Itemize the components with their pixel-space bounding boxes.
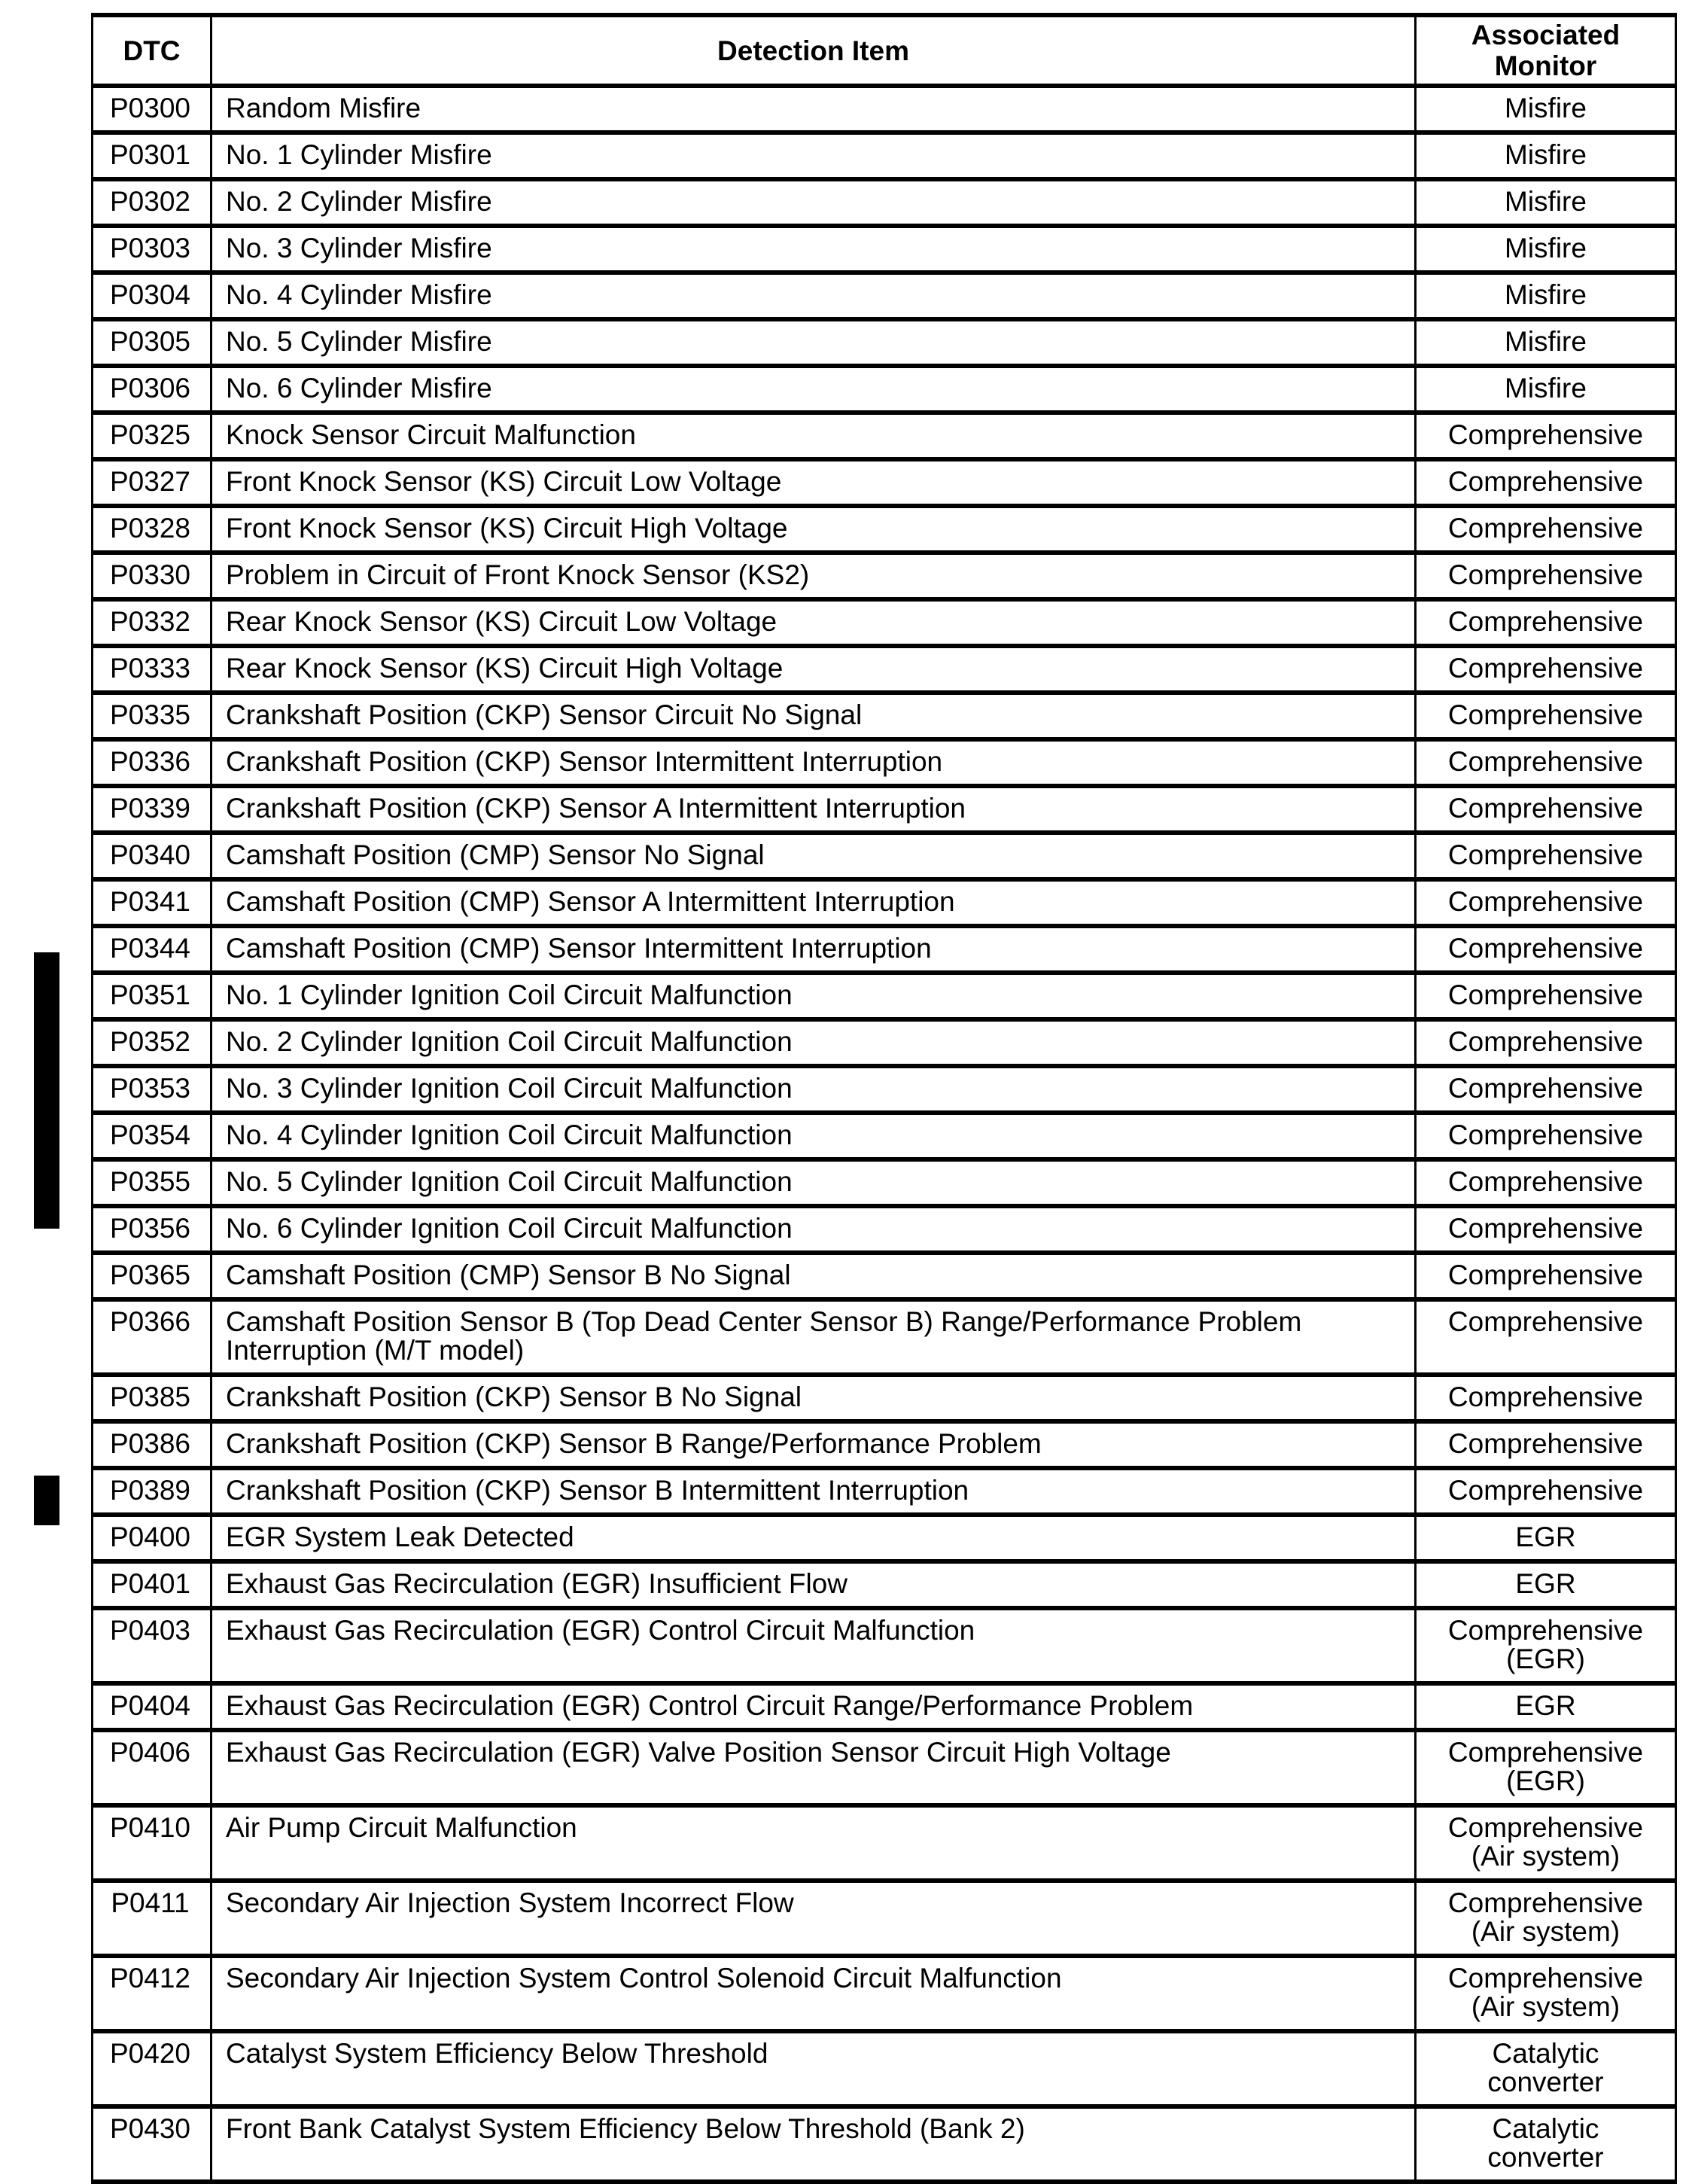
- associated-monitor: [1416, 786, 1676, 833]
- monitor-line: (Air system): [1471, 1991, 1620, 2022]
- table-row: [93, 2031, 1676, 2106]
- table-row: [93, 1113, 1676, 1159]
- monitor-line: Comprehensive: [1447, 886, 1644, 917]
- monitor-line: Comprehensive: [1447, 933, 1644, 964]
- table-body: [93, 86, 1676, 2182]
- associated-monitor: [1416, 273, 1676, 319]
- dtc-code: P0401: [93, 1561, 212, 1608]
- table-row: [93, 1299, 1676, 1375]
- associated-monitor: [1416, 1956, 1676, 2031]
- monitor-line: Comprehensive: [1447, 979, 1644, 1010]
- associated-monitor: [1416, 1683, 1676, 1730]
- detection-item: No. 1 Cylinder Misfire: [212, 133, 1416, 179]
- monitor-line: Comprehensive: [1447, 1615, 1644, 1646]
- table-row: [93, 693, 1676, 739]
- table-row: [93, 1206, 1676, 1253]
- dtc-code: P0351: [93, 973, 212, 1019]
- associated-monitor: [1416, 179, 1676, 226]
- table-row: [93, 1019, 1676, 1066]
- dtc-code: P0302: [93, 179, 212, 226]
- associated-monitor: [1416, 1730, 1676, 1805]
- monitor-line: Misfire: [1505, 186, 1587, 217]
- detection-item: EGR System Leak Detected: [212, 1515, 1416, 1561]
- table-row: [93, 1253, 1676, 1299]
- table-row: [93, 553, 1676, 599]
- dtc-code: P0300: [93, 86, 212, 133]
- dtc-code: P0406: [93, 1730, 212, 1805]
- dtc-code: P0336: [93, 739, 212, 786]
- associated-monitor: [1416, 1515, 1676, 1561]
- dtc-code: P0365: [93, 1253, 212, 1299]
- monitor-line: Comprehensive: [1447, 1737, 1644, 1768]
- table-row: [93, 1468, 1676, 1515]
- detection-item: Catalyst System Efficiency Below Threshold: [212, 2031, 1416, 2106]
- detection-item: Exhaust Gas Recirculation (EGR) Insufficient Flow: [212, 1561, 1416, 1608]
- monitor-line: EGR: [1515, 1690, 1576, 1721]
- table-row: [93, 459, 1676, 506]
- dtc-code: P0404: [93, 1683, 212, 1730]
- associated-monitor: [1416, 86, 1676, 133]
- associated-monitor: [1416, 1019, 1676, 1066]
- table-row: [93, 879, 1676, 926]
- dtc-code: P0339: [93, 786, 212, 833]
- detection-item: Front Knock Sensor (KS) Circuit Low Voltage: [212, 459, 1416, 506]
- dtc-code: P0304: [93, 273, 212, 319]
- detection-item: No. 2 Cylinder Misfire: [212, 179, 1416, 226]
- table-row: [93, 973, 1676, 1019]
- monitor-line: Comprehensive: [1447, 746, 1644, 777]
- associated-monitor: [1416, 1159, 1676, 1206]
- dtc-code: P0386: [93, 1421, 212, 1468]
- table-row: [93, 1066, 1676, 1113]
- detection-item: No. 3 Cylinder Ignition Coil Circuit Malfunction: [212, 1066, 1416, 1113]
- detection-item: Secondary Air Injection System Control Solenoid Circuit Malfunction: [212, 1956, 1416, 2031]
- monitor-line: Comprehensive: [1447, 513, 1644, 544]
- detection-item: No. 1 Cylinder Ignition Coil Circuit Malfunction: [212, 973, 1416, 1019]
- monitor-line: Comprehensive: [1447, 1306, 1644, 1337]
- dtc-code: P0353: [93, 1066, 212, 1113]
- table-row: [93, 319, 1676, 366]
- monitor-line: Comprehensive: [1447, 1812, 1644, 1843]
- monitor-line: Comprehensive: [1447, 793, 1644, 824]
- table-row: [93, 506, 1676, 553]
- detection-item: Exhaust Gas Recirculation (EGR) Control Circuit Range/Performance Problem: [212, 1683, 1416, 1730]
- associated-monitor: [1416, 926, 1676, 973]
- monitor-line: Comprehensive: [1447, 1026, 1644, 1057]
- monitor-line: Comprehensive: [1447, 1166, 1644, 1197]
- detection-item: Knock Sensor Circuit Malfunction: [212, 413, 1416, 459]
- dtc-code: P0385: [93, 1375, 212, 1421]
- dtc-code: P0301: [93, 133, 212, 179]
- associated-monitor: [1416, 1805, 1676, 1881]
- table-row: [93, 833, 1676, 879]
- dtc-code: P0325: [93, 413, 212, 459]
- table-row: [93, 1608, 1676, 1683]
- table-row: [93, 786, 1676, 833]
- detection-item: Crankshaft Position (CKP) Sensor A Intermittent Interruption: [212, 786, 1416, 833]
- monitor-line: Comprehensive: [1447, 559, 1644, 590]
- associated-monitor: [1416, 833, 1676, 879]
- associated-monitor: [1416, 2031, 1676, 2106]
- monitor-line: Comprehensive: [1447, 606, 1644, 637]
- table-row: [93, 133, 1676, 179]
- associated-monitor: [1416, 2106, 1676, 2182]
- monitor-line: EGR: [1515, 1521, 1576, 1552]
- monitor-line: Misfire: [1505, 326, 1587, 357]
- detection-item: Problem in Circuit of Front Knock Sensor (KS2): [212, 553, 1416, 599]
- associated-monitor: [1416, 319, 1676, 366]
- dtc-code: P0328: [93, 506, 212, 553]
- header-dtc: DTC: [93, 15, 212, 86]
- associated-monitor: [1416, 366, 1676, 413]
- table-row: [93, 1805, 1676, 1881]
- associated-monitor: [1416, 1561, 1676, 1608]
- associated-monitor: [1416, 133, 1676, 179]
- monitor-line: Comprehensive: [1447, 419, 1644, 450]
- monitor-line: Catalytic: [1492, 2113, 1599, 2144]
- monitor-line: Comprehensive: [1447, 1073, 1644, 1104]
- monitor-line: (EGR): [1506, 1765, 1585, 1796]
- monitor-line: (Air system): [1471, 1916, 1620, 1947]
- dtc-code: P0355: [93, 1159, 212, 1206]
- detection-item: Crankshaft Position (CKP) Sensor B Range/Performance Problem: [212, 1421, 1416, 1468]
- detection-item: Camshaft Position (CMP) Sensor A Intermittent Interruption: [212, 879, 1416, 926]
- dtc-code: P0335: [93, 693, 212, 739]
- monitor-line: converter: [1487, 2067, 1604, 2097]
- detection-item: No. 4 Cylinder Misfire: [212, 273, 1416, 319]
- detection-item: No. 3 Cylinder Misfire: [212, 226, 1416, 273]
- detection-item: No. 6 Cylinder Ignition Coil Circuit Malfunction: [212, 1206, 1416, 1253]
- associated-monitor: [1416, 1421, 1676, 1468]
- dtc-code: P0306: [93, 366, 212, 413]
- dtc-code: P0330: [93, 553, 212, 599]
- header-detection-item: Detection Item: [212, 15, 1416, 86]
- table-row: [93, 1421, 1676, 1468]
- monitor-line: Comprehensive: [1447, 1963, 1644, 1994]
- margin-change-bar: [34, 1476, 59, 1525]
- margin-change-bar: [34, 952, 59, 1229]
- monitor-line: Comprehensive: [1447, 1428, 1644, 1459]
- header-monitor-line-2: Monitor: [1494, 50, 1597, 81]
- detection-item: Random Misfire: [212, 86, 1416, 133]
- dtc-code: P0430: [93, 2106, 212, 2182]
- dtc-code: P0305: [93, 319, 212, 366]
- monitor-line: Comprehensive: [1447, 466, 1644, 497]
- dtc-code: P0352: [93, 1019, 212, 1066]
- table-row: [93, 926, 1676, 973]
- detection-item: Camshaft Position (CMP) Sensor B No Signal: [212, 1253, 1416, 1299]
- detection-item: Crankshaft Position (CKP) Sensor B No Signal: [212, 1375, 1416, 1421]
- dtc-code: P0344: [93, 926, 212, 973]
- dtc-code: P0412: [93, 1956, 212, 2031]
- associated-monitor: [1416, 1253, 1676, 1299]
- table-row: [93, 646, 1676, 693]
- associated-monitor: [1416, 739, 1676, 786]
- dtc-code: P0356: [93, 1206, 212, 1253]
- monitor-line: (EGR): [1506, 1643, 1585, 1674]
- detection-item: No. 5 Cylinder Ignition Coil Circuit Malfunction: [212, 1159, 1416, 1206]
- table-row: [93, 413, 1676, 459]
- dtc-table: [91, 13, 1677, 2184]
- monitor-line: EGR: [1515, 1568, 1576, 1599]
- associated-monitor: [1416, 973, 1676, 1019]
- detection-item: No. 6 Cylinder Misfire: [212, 366, 1416, 413]
- monitor-line: Comprehensive: [1447, 1260, 1644, 1290]
- detection-item: Camshaft Position Sensor B (Top Dead Center Sensor B) Range/Performance Problem Interruption (M/T model): [212, 1299, 1416, 1375]
- monitor-line: Comprehensive: [1447, 1119, 1644, 1150]
- table-row: [93, 599, 1676, 646]
- table-row: [93, 366, 1676, 413]
- associated-monitor: [1416, 459, 1676, 506]
- associated-monitor: [1416, 413, 1676, 459]
- dtc-code: P0354: [93, 1113, 212, 1159]
- header-associated-monitor: [1416, 15, 1676, 86]
- table-row: [93, 273, 1676, 319]
- table-row: [93, 1561, 1676, 1608]
- monitor-line: Misfire: [1505, 373, 1587, 404]
- monitor-line: converter: [1487, 2142, 1604, 2173]
- dtc-code: P0341: [93, 879, 212, 926]
- table-row: [93, 1515, 1676, 1561]
- table-row: [93, 1375, 1676, 1421]
- associated-monitor: [1416, 879, 1676, 926]
- table-row: [93, 1683, 1676, 1730]
- monitor-line: Comprehensive: [1447, 1213, 1644, 1244]
- detection-item: Exhaust Gas Recirculation (EGR) Valve Position Sensor Circuit High Voltage: [212, 1730, 1416, 1805]
- detection-item: Camshaft Position (CMP) Sensor Intermittent Interruption: [212, 926, 1416, 973]
- detection-item: Crankshaft Position (CKP) Sensor B Intermittent Interruption: [212, 1468, 1416, 1515]
- monitor-line: Misfire: [1505, 279, 1587, 310]
- detection-item: Crankshaft Position (CKP) Sensor Circuit No Signal: [212, 693, 1416, 739]
- detection-item: Air Pump Circuit Malfunction: [212, 1805, 1416, 1881]
- associated-monitor: [1416, 1206, 1676, 1253]
- monitor-line: Comprehensive: [1447, 1381, 1644, 1412]
- dtc-code: P0333: [93, 646, 212, 693]
- table-row: [93, 1881, 1676, 1956]
- associated-monitor: [1416, 1299, 1676, 1375]
- table-row: [93, 739, 1676, 786]
- header-monitor-line-1: Associated: [1471, 20, 1620, 50]
- detection-item: Secondary Air Injection System Incorrect Flow: [212, 1881, 1416, 1956]
- table-row: [93, 226, 1676, 273]
- detection-item: Crankshaft Position (CKP) Sensor Intermittent Interruption: [212, 739, 1416, 786]
- associated-monitor: [1416, 1113, 1676, 1159]
- monitor-line: (Air system): [1471, 1841, 1620, 1872]
- dtc-code: P0400: [93, 1515, 212, 1561]
- detection-item: Rear Knock Sensor (KS) Circuit Low Voltage: [212, 599, 1416, 646]
- detection-item: No. 5 Cylinder Misfire: [212, 319, 1416, 366]
- detection-item: Camshaft Position (CMP) Sensor No Signal: [212, 833, 1416, 879]
- table-row: [93, 1956, 1676, 2031]
- monitor-line: Comprehensive: [1447, 1887, 1644, 1918]
- dtc-code: P0411: [93, 1881, 212, 1956]
- monitor-line: Catalytic: [1492, 2038, 1599, 2069]
- table-row: [93, 2106, 1676, 2182]
- dtc-code: P0366: [93, 1299, 212, 1375]
- table-header: [93, 15, 1676, 86]
- monitor-line: Misfire: [1505, 93, 1587, 123]
- dtc-code: P0403: [93, 1608, 212, 1683]
- dtc-code: P0332: [93, 599, 212, 646]
- associated-monitor: [1416, 693, 1676, 739]
- monitor-line: Misfire: [1505, 233, 1587, 263]
- associated-monitor: [1416, 1608, 1676, 1683]
- table-row: [93, 1730, 1676, 1805]
- header-row: [93, 15, 1676, 86]
- table-row: [93, 1159, 1676, 1206]
- monitor-line: Misfire: [1505, 139, 1587, 170]
- associated-monitor: [1416, 599, 1676, 646]
- monitor-line: Comprehensive: [1447, 1475, 1644, 1506]
- dtc-code: P0340: [93, 833, 212, 879]
- detection-item: Rear Knock Sensor (KS) Circuit High Voltage: [212, 646, 1416, 693]
- associated-monitor: [1416, 1881, 1676, 1956]
- associated-monitor: [1416, 506, 1676, 553]
- detection-item: No. 2 Cylinder Ignition Coil Circuit Malfunction: [212, 1019, 1416, 1066]
- dtc-code: P0410: [93, 1805, 212, 1881]
- table-row: [93, 179, 1676, 226]
- detection-item: Exhaust Gas Recirculation (EGR) Control Circuit Malfunction: [212, 1608, 1416, 1683]
- monitor-line: Comprehensive: [1447, 653, 1644, 684]
- associated-monitor: [1416, 1375, 1676, 1421]
- associated-monitor: [1416, 1468, 1676, 1515]
- dtc-code: P0420: [93, 2031, 212, 2106]
- detection-item: Front Knock Sensor (KS) Circuit High Voltage: [212, 506, 1416, 553]
- table-row: [93, 86, 1676, 133]
- associated-monitor: [1416, 226, 1676, 273]
- associated-monitor: [1416, 646, 1676, 693]
- dtc-code: P0327: [93, 459, 212, 506]
- detection-item: Front Bank Catalyst System Efficiency Below Threshold (Bank 2): [212, 2106, 1416, 2182]
- associated-monitor: [1416, 1066, 1676, 1113]
- dtc-code: P0389: [93, 1468, 212, 1515]
- dtc-code: P0303: [93, 226, 212, 273]
- monitor-line: Comprehensive: [1447, 839, 1644, 870]
- detection-item: No. 4 Cylinder Ignition Coil Circuit Malfunction: [212, 1113, 1416, 1159]
- monitor-line: Comprehensive: [1447, 699, 1644, 730]
- associated-monitor: [1416, 553, 1676, 599]
